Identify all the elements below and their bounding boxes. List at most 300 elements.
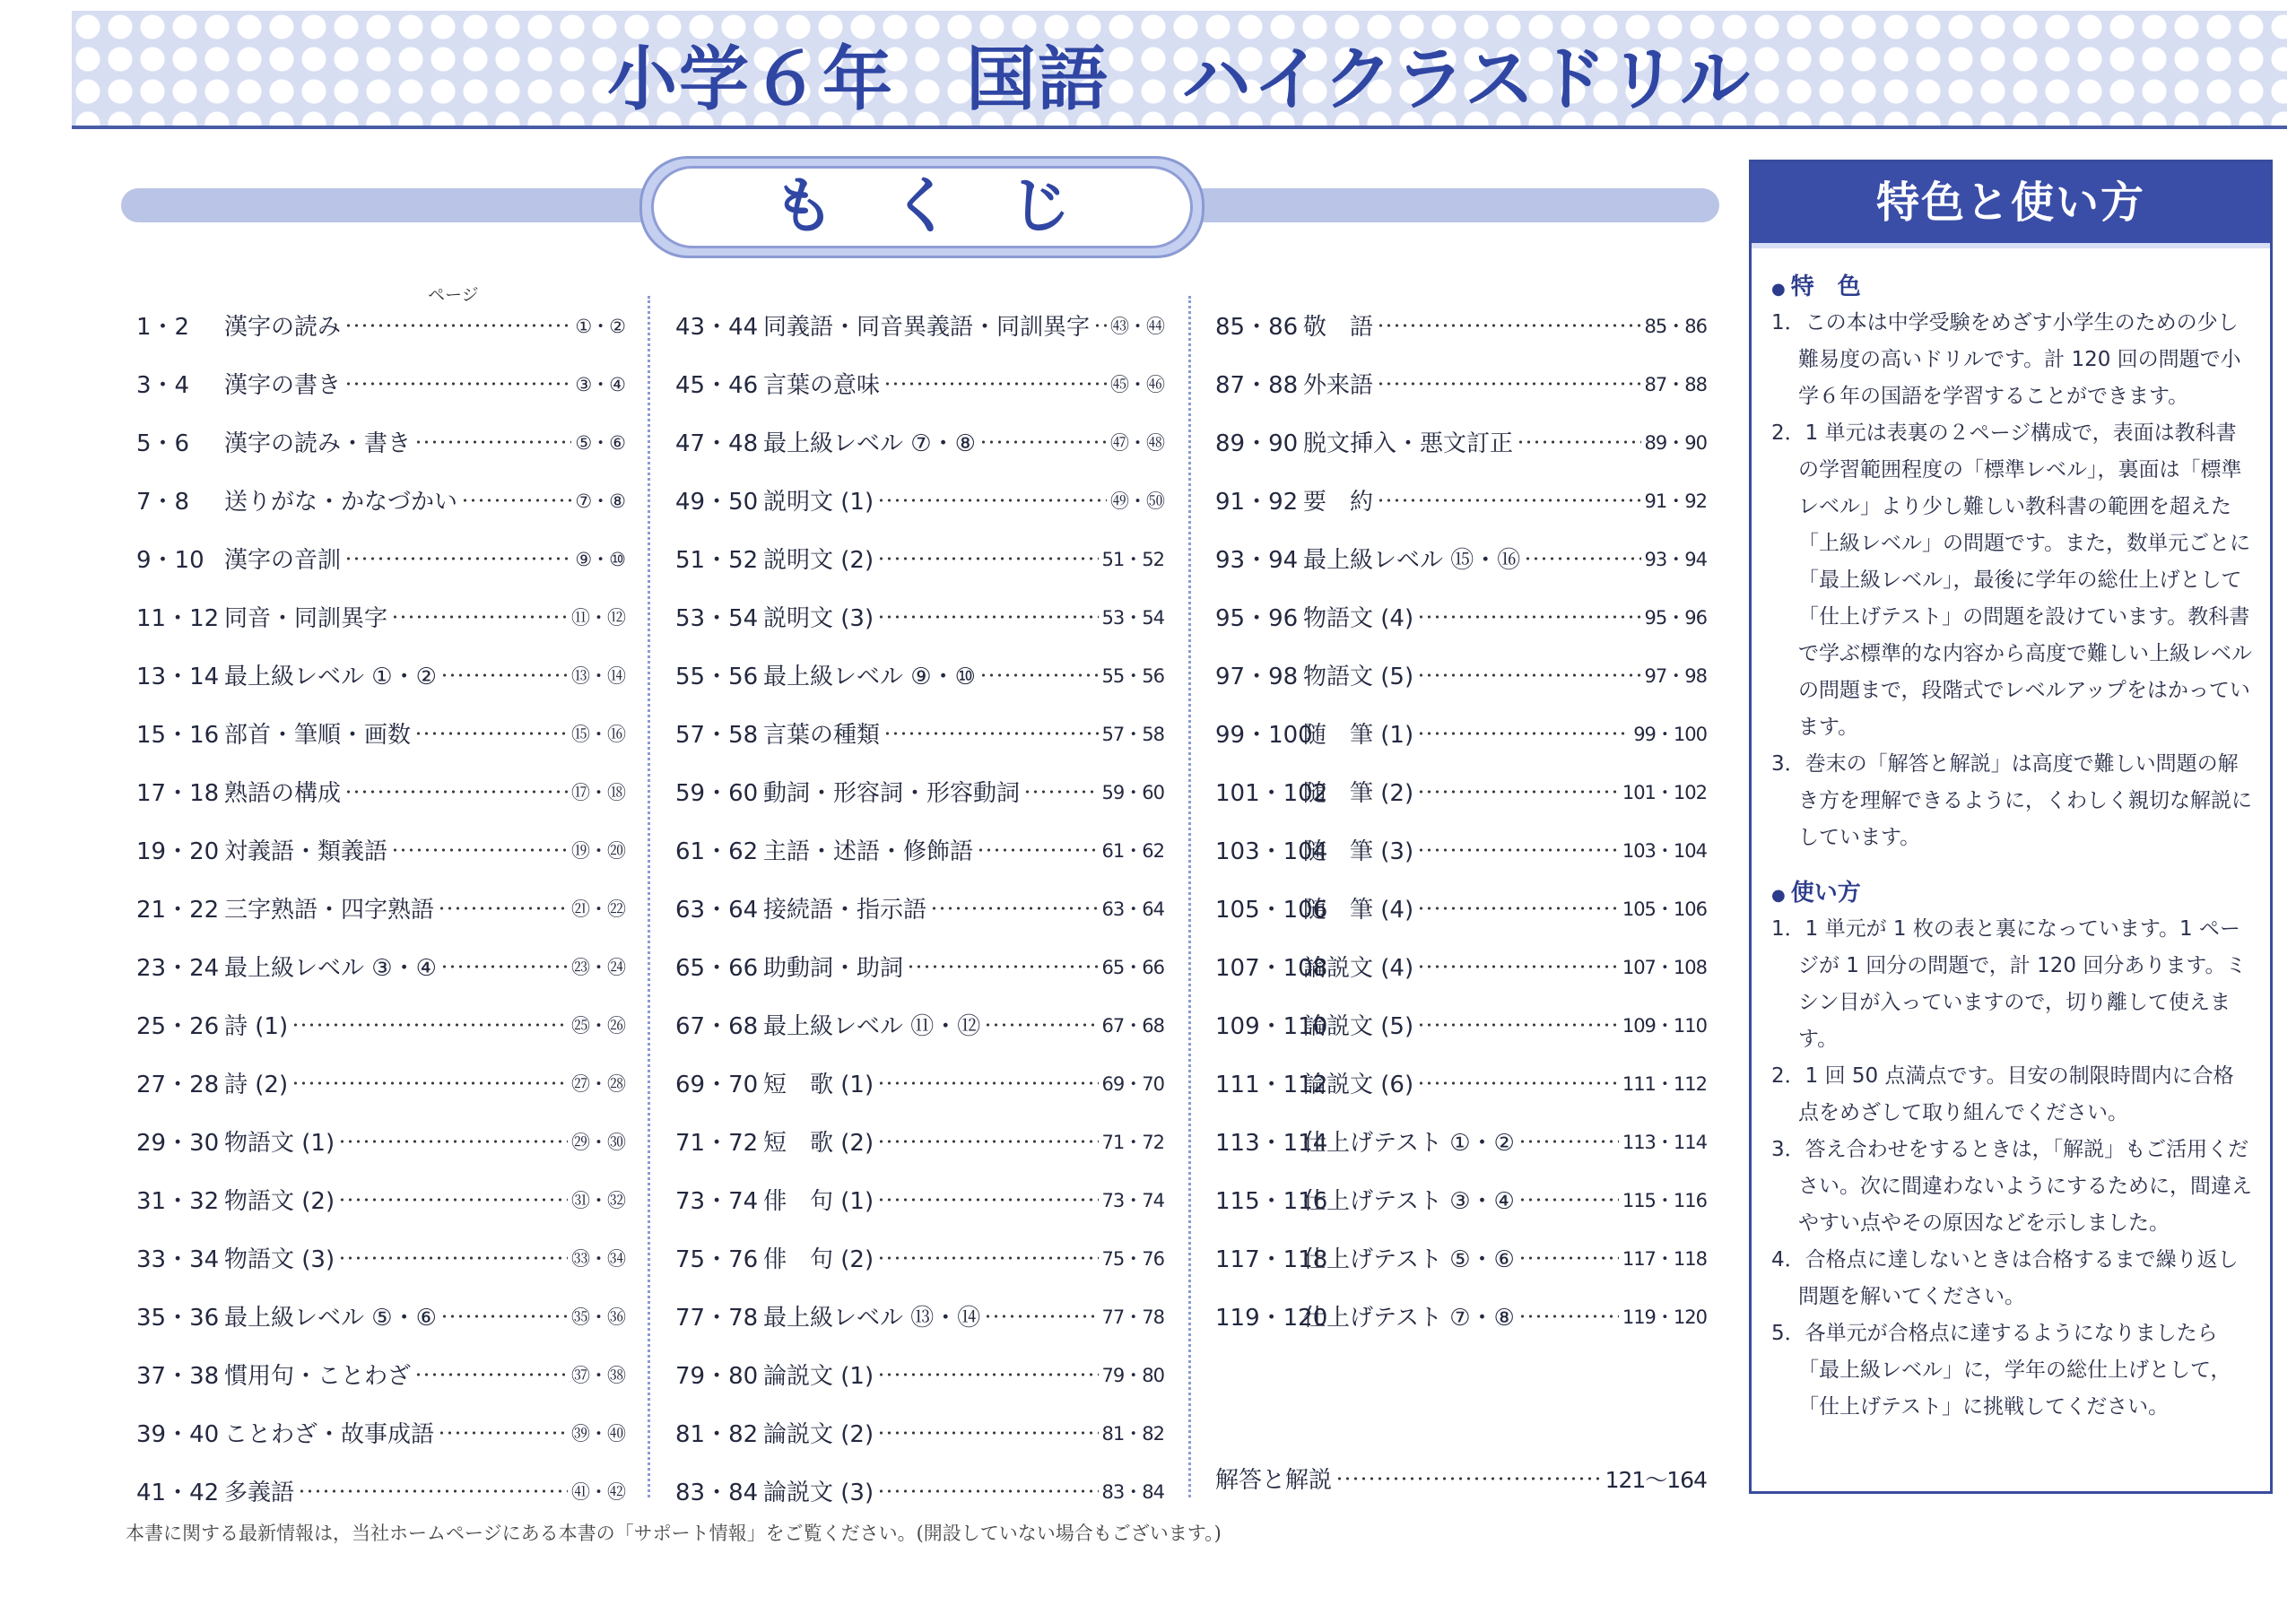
toc-number: 113・114	[1215, 1130, 1328, 1157]
toc-pages: ⑨・⑩	[575, 548, 625, 570]
toc-pages: ㊲・㊳	[571, 1364, 625, 1386]
toc-number: 109・110	[1215, 1013, 1328, 1040]
toc-row	[675, 646, 1164, 704]
toc-row	[675, 1228, 1164, 1287]
toc-number: 35・36	[136, 1305, 220, 1332]
leader-dots	[414, 732, 568, 735]
toc-number: 79・80	[675, 1363, 759, 1390]
mokuji-banner	[639, 156, 1205, 258]
toc-pages: 59・60	[1101, 781, 1164, 803]
leader-dots	[414, 440, 571, 444]
toc-row	[136, 879, 625, 937]
toc-pages: ⑲・⑳	[571, 839, 625, 862]
toc-pages: ⑪・⑫	[571, 606, 625, 629]
toc-pages: 87・88	[1644, 373, 1707, 395]
usage-list	[1771, 911, 2254, 1426]
toc-pages: ⑮・⑯	[571, 723, 625, 745]
toc-pages: ⑦・⑧	[575, 490, 625, 512]
usage-heading	[1771, 874, 2254, 907]
toc-title: 説明文 (1)	[763, 489, 874, 516]
toc-row	[1215, 1170, 1707, 1228]
toc-title: 説明文 (2)	[763, 547, 874, 574]
leader-dots	[979, 440, 1107, 444]
leader-dots	[1524, 557, 1640, 560]
toc-pages: ㊼・㊽	[1110, 431, 1164, 454]
toc-title: 対義語・類義語	[224, 838, 388, 865]
toc-number: 25・26	[136, 1013, 220, 1040]
leader-dots	[1417, 848, 1619, 852]
toc-title: 主語・述語・修飾語	[763, 838, 974, 865]
toc-number: 43・44	[675, 314, 759, 341]
toc-row	[1215, 1112, 1707, 1170]
leader-dots	[877, 1256, 1098, 1260]
toc-pages: ㉟・㊱	[571, 1306, 625, 1328]
toc-title: 動詞・形容詞・形容動詞	[763, 780, 1021, 807]
toc-number: 13・14	[136, 664, 220, 690]
toc-row	[136, 1170, 625, 1228]
toc-row	[1215, 296, 1707, 354]
toc-pages: 81・82	[1101, 1422, 1164, 1445]
toc-row	[675, 937, 1164, 995]
toc-title: 最上級レベル ⑤・⑥	[224, 1305, 437, 1332]
toc-number: 73・74	[675, 1188, 759, 1215]
leader-dots	[291, 1081, 568, 1085]
toc-row	[675, 1112, 1164, 1170]
toc-row	[136, 937, 625, 995]
toc-title: 漢字の読み・書き	[224, 430, 412, 457]
toc-title: 論説文 (1)	[763, 1363, 874, 1390]
toc-number: 41・42	[136, 1480, 220, 1506]
toc-number: 7・8	[136, 489, 190, 516]
toc-row	[1215, 762, 1707, 820]
toc-row	[1215, 820, 1707, 879]
toc-pages: 77・78	[1101, 1306, 1164, 1328]
toc-row	[1215, 587, 1707, 646]
leader-dots	[1093, 324, 1107, 327]
toc-row	[136, 1287, 625, 1345]
toc-number: 57・58	[675, 722, 759, 749]
usage-heading-text: 使い方	[1790, 880, 1861, 907]
toc-row	[1215, 879, 1707, 937]
toc-title: 俳 句 (2)	[763, 1246, 874, 1273]
toc-pages: 51・52	[1101, 548, 1164, 570]
toc-title: 要 約	[1303, 489, 1374, 516]
toc-pages: ㉝・㉞	[571, 1247, 625, 1270]
toc-row	[136, 587, 625, 646]
toc-row	[1215, 995, 1707, 1054]
leader-dots	[298, 1489, 568, 1493]
toc-title: 随 筆 (2)	[1303, 780, 1414, 807]
toc-number: 89・90	[1215, 430, 1299, 457]
toc-pages: ㊺・㊻	[1110, 373, 1164, 395]
leader-dots	[1518, 1315, 1619, 1318]
leader-dots	[977, 848, 1099, 852]
toc-pages: ㉗・㉘	[571, 1072, 625, 1095]
panel-list-item: 3．答え合わせをするときは，「解説」もご活用ください。次に間違わないようにするために，間違えやすい点やその原因などを示しました。	[1771, 1138, 2252, 1235]
leader-dots	[338, 1198, 568, 1202]
toc-title: 短 歌 (1)	[763, 1072, 874, 1098]
toc-pages: ㊴・㊵	[571, 1422, 625, 1445]
leader-dots	[984, 1315, 1098, 1318]
toc-title: 随 筆 (3)	[1303, 838, 1414, 865]
toc-number: 91・92	[1215, 489, 1299, 516]
leader-dots	[1518, 1256, 1619, 1260]
toc-row	[675, 1287, 1164, 1345]
toc-pages: 53・54	[1101, 606, 1164, 629]
toc-number: 39・40	[136, 1421, 220, 1448]
toc-number: 117・118	[1215, 1246, 1328, 1273]
column-divider	[648, 296, 650, 1497]
toc-title: 物語文 (2)	[224, 1188, 335, 1215]
leader-dots	[344, 382, 571, 386]
toc-row	[675, 1462, 1164, 1520]
toc-pages: 103・104	[1622, 839, 1707, 862]
toc-pages: 109・110	[1622, 1014, 1707, 1037]
toc-answers-row	[1215, 1449, 1707, 1507]
toc-title: 物語文 (1)	[224, 1130, 335, 1157]
toc-title: 熟語の構成	[224, 780, 342, 807]
leader-dots	[979, 673, 1099, 677]
leader-dots	[1517, 440, 1641, 444]
toc-title: 論説文 (3)	[763, 1480, 874, 1506]
toc-row	[675, 587, 1164, 646]
toc-row	[1215, 1054, 1707, 1112]
toc-pages: 75・76	[1101, 1247, 1164, 1270]
toc-title: 最上級レベル ③・④	[224, 955, 437, 982]
toc-title: 物語文 (3)	[224, 1246, 335, 1273]
toc-pages: 89・90	[1644, 431, 1707, 454]
toc-title: 慣用句・ことわざ	[224, 1363, 412, 1390]
toc-pages: ㊾・㊿	[1110, 490, 1164, 512]
toc-title: 仕上げテスト ⑦・⑧	[1303, 1305, 1515, 1332]
toc-row	[136, 1054, 625, 1112]
toc-pages: 111・112	[1622, 1072, 1707, 1095]
toc-number: 105・106	[1215, 897, 1328, 924]
leader-dots	[877, 1198, 1098, 1202]
leader-dots	[1377, 499, 1641, 502]
leader-dots	[291, 1023, 568, 1027]
toc-row	[136, 296, 625, 354]
bullet-icon: ●	[1771, 886, 1786, 905]
mokuji-label: もくじ	[651, 166, 1193, 248]
toc-pages: ㊸・㊹	[1110, 315, 1164, 337]
leader-dots	[1377, 324, 1641, 327]
toc-pages: ㉓・㉔	[571, 956, 625, 978]
toc-title: 最上級レベル ⑨・⑩	[763, 664, 976, 690]
toc-row	[136, 529, 625, 587]
toc-pages: 57・58	[1101, 723, 1164, 745]
toc-number: 87・88	[1215, 372, 1299, 399]
panel-list-item: 1．1 単元が 1 枚の表と裏になっています。1 ページが 1 回分の問題で，計 120 回分あります。ミシン目が入っていますので，切り離して使えます。	[1771, 917, 2247, 1051]
toc-title: 送りがな・かなづかい	[224, 489, 458, 516]
leader-dots	[1417, 790, 1619, 794]
leader-dots	[1377, 382, 1641, 386]
toc-pages: 101・102	[1622, 781, 1707, 803]
toc-number: 5・6	[136, 430, 190, 457]
toc-row	[675, 354, 1164, 412]
toc-title: 漢字の読み	[224, 314, 342, 341]
toc-pages: 117・118	[1622, 1247, 1707, 1270]
toc-pages: ⑰・⑱	[571, 781, 625, 803]
toc-number: 93・94	[1215, 547, 1299, 574]
toc-number: 3・4	[136, 372, 190, 399]
toc-row	[1215, 646, 1707, 704]
toc-title: 最上級レベル ⑦・⑧	[763, 430, 976, 457]
toc-title: 俳 句 (1)	[763, 1188, 874, 1215]
leader-dots	[877, 1140, 1098, 1143]
toc-row	[136, 1228, 625, 1287]
toc-title: 敬 語	[1303, 314, 1374, 341]
toc-number: 9・10	[136, 547, 204, 574]
toc-number: 83・84	[675, 1480, 759, 1506]
leader-dots	[344, 557, 571, 560]
toc-row	[136, 704, 625, 762]
toc-title: 最上級レベル ⑪・⑫	[763, 1013, 981, 1040]
toc-column-3	[1215, 296, 1707, 1345]
toc-column-1	[136, 296, 625, 1520]
toc-number: 11・12	[136, 605, 220, 632]
toc-row	[1215, 529, 1707, 587]
toc-pages: 67・68	[1101, 1014, 1164, 1037]
leader-dots	[1335, 1477, 1602, 1480]
leader-dots	[1417, 673, 1640, 677]
toc-pages: 61・62	[1101, 839, 1164, 862]
leader-dots	[344, 324, 571, 327]
toc-pages: 91・92	[1644, 490, 1707, 512]
leader-dots	[438, 1431, 568, 1435]
toc-title: 随 筆 (1)	[1303, 722, 1414, 749]
toc-number: 97・98	[1215, 664, 1299, 690]
answers-pages: 121～164	[1605, 1466, 1707, 1493]
toc-pages: ⑬・⑭	[571, 664, 625, 687]
toc-row	[675, 995, 1164, 1054]
toc-title: 論説文 (6)	[1303, 1072, 1414, 1098]
toc-title: 論説文 (4)	[1303, 955, 1414, 982]
toc-row	[136, 354, 625, 412]
toc-pages: 83・84	[1101, 1480, 1164, 1503]
toc-title: 詩 (1)	[224, 1013, 289, 1040]
leader-dots	[877, 1081, 1098, 1085]
toc-pages: 73・74	[1101, 1189, 1164, 1211]
toc-pages: ①・②	[575, 315, 625, 337]
toc-title: 論説文 (5)	[1303, 1013, 1414, 1040]
toc-title: 最上級レベル ⑮・⑯	[1303, 547, 1521, 574]
toc-row	[136, 646, 625, 704]
toc-number: 67・68	[675, 1013, 759, 1040]
toc-title: 部首・筆順・画数	[224, 722, 412, 749]
toc-number: 45・46	[675, 372, 759, 399]
features-list	[1771, 305, 2254, 856]
toc-row	[675, 762, 1164, 820]
leader-dots	[1417, 1081, 1619, 1085]
toc-row	[675, 820, 1164, 879]
panel-list-item: 2．1 回 50 点満点です。目安の制限時間内に合格点をめざして取り組んでください。	[1771, 1064, 2234, 1124]
panel-body	[1752, 248, 2270, 1426]
toc-title: 言葉の種類	[763, 722, 881, 749]
toc-title: 仕上げテスト ①・②	[1303, 1130, 1515, 1157]
toc-row	[136, 820, 625, 879]
toc-row	[675, 704, 1164, 762]
toc-pages: 119・120	[1622, 1306, 1707, 1328]
toc-number: 63・64	[675, 897, 759, 924]
leader-dots	[1417, 615, 1640, 619]
features-heading	[1771, 268, 2254, 301]
toc-title: ことわざ・故事成語	[224, 1421, 435, 1448]
leader-dots	[984, 1023, 1098, 1027]
toc-row	[1215, 1228, 1707, 1287]
toc-row	[1215, 1287, 1707, 1345]
toc-title: 漢字の書き	[224, 372, 342, 399]
toc-title: 脱文挿入・悪文訂正	[1303, 430, 1514, 457]
toc-number: 19・20	[136, 838, 220, 865]
leader-dots	[1023, 790, 1099, 794]
toc-number: 29・30	[136, 1130, 220, 1157]
toc-pages: 63・64	[1101, 898, 1164, 920]
toc-number: 81・82	[675, 1421, 759, 1448]
toc-number: 23・24	[136, 955, 220, 982]
toc-row	[136, 1462, 625, 1520]
toc-row	[675, 1054, 1164, 1112]
leader-dots	[907, 965, 1099, 968]
toc-title: 物語文 (5)	[1303, 664, 1414, 690]
toc-row	[675, 1403, 1164, 1462]
page-column-label: ページ	[428, 285, 479, 305]
panel-list-item: 2．1 単元は表裏の２ページ構成で，表面は教科書の学習範囲程度の「標準レベル」，裏面は「標準レベル」より少し難しい教科書の範囲を超えた「上級レベル」の問題です。また，数単元ごとに「最上級レベル」，最後に学年の総仕上げとして「仕上げテスト」の問題を設けています。教科書で学ぶ標準的な内容から高度で難しい上級レベルの問題まで，段階式でレベルアップをはかっています。	[1771, 421, 2252, 739]
leader-dots	[391, 615, 568, 619]
toc-number: 61・62	[675, 838, 759, 865]
toc-row	[136, 995, 625, 1054]
toc-pages: 95・96	[1644, 606, 1707, 629]
toc-pages: 113・114	[1622, 1131, 1707, 1153]
toc-row	[675, 1345, 1164, 1403]
toc-row	[136, 762, 625, 820]
toc-title: 同義語・同音異義語・同訓異字	[763, 314, 1091, 341]
header-banner	[72, 11, 2287, 129]
toc-pages: ㉕・㉖	[571, 1014, 625, 1037]
toc-pages: 97・98	[1644, 664, 1707, 687]
toc-title: 多義語	[224, 1480, 295, 1506]
leader-dots	[1417, 965, 1619, 968]
panel-list-item: 4．合格点に達しないときは合格するまで繰り返し問題を解いてください。	[1771, 1248, 2239, 1308]
toc-row	[1215, 471, 1707, 529]
toc-pages: ㉛・㉜	[571, 1189, 625, 1211]
leader-dots	[391, 848, 568, 852]
toc-row	[1215, 704, 1707, 762]
toc-number: 111・112	[1215, 1072, 1328, 1098]
toc-title: 物語文 (4)	[1303, 605, 1414, 632]
toc-title: 最上級レベル ①・②	[224, 664, 437, 690]
toc-row	[1215, 354, 1707, 412]
toc-number: 15・16	[136, 722, 220, 749]
features-heading-text: 特 色	[1790, 273, 1861, 300]
leader-dots	[1417, 1023, 1619, 1027]
footnote: 本書に関する最新情報は，当社ホームページにある本書の「サポート情報」をご覧ください。(開設していない場合もございます。)	[126, 1523, 1222, 1544]
toc-title: 同音・同訓異字	[224, 605, 388, 632]
toc-number: 55・56	[675, 664, 759, 690]
panel-list-item: 1．この本は中学受験をめざす小学生のための少し難易度の高いドリルです。計 120 回の問題で小学６年の国語を学習することができます。	[1771, 311, 2241, 408]
toc-pages: 99・100	[1633, 723, 1707, 745]
leader-dots	[440, 1315, 568, 1318]
toc-title: 短 歌 (2)	[763, 1130, 874, 1157]
bullet-icon: ●	[1771, 280, 1786, 299]
toc-row	[136, 471, 625, 529]
toc-row	[675, 471, 1164, 529]
toc-pages: 93・94	[1644, 548, 1707, 570]
toc-title: 仕上げテスト ③・④	[1303, 1188, 1515, 1215]
leader-dots	[338, 1256, 568, 1260]
panel-list-item: 3．巻末の「解答と解説」は高度で難しい問題の解き方を理解できるように，くわしく親切な解説にしています。	[1771, 752, 2252, 849]
toc-title: 接続語・指示語	[763, 897, 927, 924]
toc-pages: 55・56	[1101, 664, 1164, 687]
toc-number: 27・28	[136, 1072, 220, 1098]
leader-dots	[877, 615, 1098, 619]
toc-pages: 107・108	[1622, 956, 1707, 978]
toc-pages: 105・106	[1622, 898, 1707, 920]
toc-number: 101・102	[1215, 780, 1328, 807]
toc-number: 49・50	[675, 489, 759, 516]
toc-title: 仕上げテスト ⑤・⑥	[1303, 1246, 1515, 1273]
toc-row	[136, 1345, 625, 1403]
toc-pages: 115・116	[1622, 1189, 1707, 1211]
toc-title: 詩 (2)	[224, 1072, 289, 1098]
leader-dots	[877, 499, 1107, 502]
toc-row	[1215, 937, 1707, 995]
leader-dots	[461, 499, 571, 502]
leader-dots	[930, 907, 1099, 910]
leader-dots	[1417, 732, 1630, 735]
features-panel	[1749, 160, 2273, 1494]
toc-number: 51・52	[675, 547, 759, 574]
toc-pages: 69・70	[1101, 1072, 1164, 1095]
leader-dots	[1417, 907, 1619, 910]
toc-title: 漢字の音訓	[224, 547, 342, 574]
toc-pages: 65・66	[1101, 956, 1164, 978]
toc-row	[675, 529, 1164, 587]
section-gap	[1771, 856, 2254, 869]
toc-number: 65・66	[675, 955, 759, 982]
toc-row	[136, 412, 625, 471]
toc-number: 47・48	[675, 430, 759, 457]
toc-number: 37・38	[136, 1363, 220, 1390]
toc-number: 71・72	[675, 1130, 759, 1157]
toc-column-2	[675, 296, 1164, 1520]
panel-title: 特色と使い方	[1752, 162, 2270, 248]
toc-number: 75・76	[675, 1246, 759, 1273]
toc-number: 59・60	[675, 780, 759, 807]
toc-row	[136, 1403, 625, 1462]
leader-dots	[338, 1140, 568, 1143]
toc-title: 最上級レベル ⑬・⑭	[763, 1305, 981, 1332]
leader-dots	[1518, 1198, 1619, 1202]
leader-dots	[1518, 1140, 1619, 1143]
toc-number: 95・96	[1215, 605, 1299, 632]
leader-dots	[883, 382, 1107, 386]
toc-pages: ㊶・㊷	[571, 1480, 625, 1503]
toc-pages: 71・72	[1101, 1131, 1164, 1153]
leader-dots	[440, 965, 568, 968]
toc-title: 外来語	[1303, 372, 1374, 399]
leader-dots	[877, 1373, 1098, 1376]
leader-dots	[877, 557, 1098, 560]
toc-row	[675, 879, 1164, 937]
toc-number: 107・108	[1215, 955, 1328, 982]
toc-number: 103・104	[1215, 838, 1328, 865]
toc-number: 31・32	[136, 1188, 220, 1215]
toc-row	[675, 1170, 1164, 1228]
toc-number: 21・22	[136, 897, 220, 924]
toc-row	[1215, 412, 1707, 471]
leader-dots	[877, 1489, 1098, 1493]
